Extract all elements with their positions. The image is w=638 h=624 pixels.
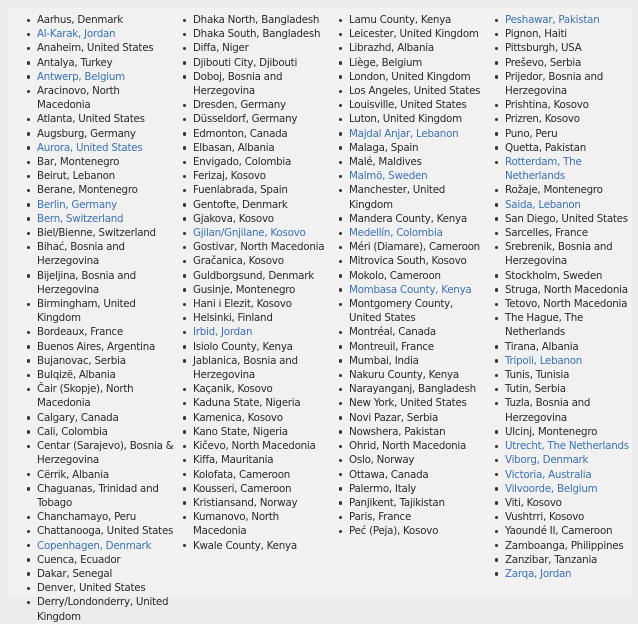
city-list-item: Bordeaux, France <box>26 325 176 339</box>
city-list-item: Envigado, Colombia <box>182 155 332 169</box>
city-list-item: Kwale County, Kenya <box>182 539 332 553</box>
city-link[interactable]: Saida, Lebanon <box>494 198 638 212</box>
city-list-item: Cali, Colombia <box>26 425 176 439</box>
city-list-item: Luton, United Kingdom <box>338 112 488 126</box>
city-list-item: Kamenica, Kosovo <box>182 411 332 425</box>
city-link[interactable]: Malmö, Sweden <box>338 169 488 183</box>
city-list-item: Tutin, Serbia <box>494 382 638 396</box>
city-list-item: Vushtrri, Kosovo <box>494 510 638 524</box>
city-link[interactable]: Utrecht, The Netherlands <box>494 439 638 453</box>
city-list-item: Buenos Aires, Argentina <box>26 340 176 354</box>
city-list-item: Pignon, Haiti <box>494 27 638 41</box>
city-list-item: Kaçanik, Kosovo <box>182 382 332 396</box>
city-list-item: Kano State, Nigeria <box>182 425 332 439</box>
city-list-item: Oslo, Norway <box>338 453 488 467</box>
city-list-item: Malé, Maldives <box>338 155 488 169</box>
city-link[interactable]: Mombasa County, Kenya <box>338 283 488 297</box>
city-list-item: Leicester, United Kingdom <box>338 27 488 41</box>
city-link[interactable]: Irbid, Jordan <box>182 325 332 339</box>
city-column-2 <box>182 13 332 553</box>
city-list-item: Berane, Montenegro <box>26 183 176 197</box>
city-list-item: Dakar, Senegal <box>26 567 176 581</box>
city-list-item: Peć (Peja), Kosovo <box>338 524 488 538</box>
city-list-item: Gentofte, Denmark <box>182 198 332 212</box>
city-list-item: Kumanovo, North Macedonia <box>182 510 332 538</box>
city-list-item: Puno, Peru <box>494 127 638 141</box>
city-list-item: Guldborgsund, Denmark <box>182 269 332 283</box>
city-list-item: Bijeljina, Bosnia and Herzegovina <box>26 269 176 297</box>
city-list-item: Mokolo, Cameroon <box>338 269 488 283</box>
city-list-item: Jablanica, Bosnia and Herzegovina <box>182 354 332 382</box>
city-list-item: Chanchamayo, Peru <box>26 510 176 524</box>
city-list-item: Ulcinj, Montenegro <box>494 425 638 439</box>
city-list-item: Bihać, Bosnia and Herzegovina <box>26 240 176 268</box>
city-list-item: San Diego, United States <box>494 212 638 226</box>
city-list-item: Montréal, Canada <box>338 325 488 339</box>
city-list-item: Dhaka South, Bangladesh <box>182 27 332 41</box>
city-link[interactable]: Majdal Anjar, Lebanon <box>338 127 488 141</box>
city-list-item: Biel/Bienne, Switzerland <box>26 226 176 240</box>
city-link[interactable]: Rotterdam, The Netherlands <box>494 155 638 183</box>
city-list-item: Viti, Kosovo <box>494 496 638 510</box>
city-list-item: Prishtina, Kosovo <box>494 98 638 112</box>
city-list-item: Panjikent, Tajikistan <box>338 496 488 510</box>
city-list-item: Atlanta, United States <box>26 112 176 126</box>
city-list-item: Mandera County, Kenya <box>338 212 488 226</box>
city-list-item: Sarcelles, France <box>494 226 638 240</box>
city-list-item: Bulqizë, Albania <box>26 368 176 382</box>
city-link[interactable]: Victoria, Australia <box>494 468 638 482</box>
city-link[interactable]: Bern, Switzerland <box>26 212 176 226</box>
city-list-item: Librazhd, Albania <box>338 41 488 55</box>
city-list-item: Zanzibar, Tanzania <box>494 553 638 567</box>
city-list-panel <box>8 7 632 623</box>
city-list-item: Cërrik, Albania <box>26 468 176 482</box>
city-list-item: Palermo, Italy <box>338 482 488 496</box>
city-list-item: Yaoundé II, Cameroon <box>494 524 638 538</box>
city-list-item: Mumbai, India <box>338 354 488 368</box>
city-list-item: Pittsburgh, USA <box>494 41 638 55</box>
city-list-item: Denver, United States <box>26 581 176 595</box>
city-list-item: Prizren, Kosovo <box>494 112 638 126</box>
city-link[interactable]: Al-Karak, Jordan <box>26 27 176 41</box>
city-link[interactable]: Gjilan/Gnjilane, Kosovo <box>182 226 332 240</box>
city-list-item: Derry/Londonderry, United Kingdom <box>26 595 176 623</box>
city-list-item: Birmingham, United Kingdom <box>26 297 176 325</box>
city-list-item: Montgomery County, United States <box>338 297 488 325</box>
city-list-item: Tunis, Tunisia <box>494 368 638 382</box>
city-list-item: Fuenlabrada, Spain <box>182 183 332 197</box>
city-list-item: Centar (Sarajevo), Bosnia & Herzegovina <box>26 439 176 467</box>
city-list-item: Aarhus, Denmark <box>26 13 176 27</box>
city-list-item: Paris, France <box>338 510 488 524</box>
city-list-item: Stockholm, Sweden <box>494 269 638 283</box>
city-list-item: Gračanica, Kosovo <box>182 254 332 268</box>
city-list-item: Montreuil, France <box>338 340 488 354</box>
city-list-item: Chaguanas, Trinidad and Tobago <box>26 482 176 510</box>
city-list-item: Beirut, Lebanon <box>26 169 176 183</box>
city-list-item: Gostivar, North Macedonia <box>182 240 332 254</box>
city-list-item: Los Angeles, United States <box>338 84 488 98</box>
city-column-1 <box>26 13 176 624</box>
city-link[interactable]: Tripoli, Lebanon <box>494 354 638 368</box>
city-list-item: Nakuru County, Kenya <box>338 368 488 382</box>
city-list-item: Cuenca, Ecuador <box>26 553 176 567</box>
city-list-item: Struga, North Macedonia <box>494 283 638 297</box>
city-list-item: Bujanovac, Serbia <box>26 354 176 368</box>
city-list-item: The Hague, The Netherlands <box>494 311 638 339</box>
city-list-item: Méri (Diamare), Cameroon <box>338 240 488 254</box>
city-list-item: Lamu County, Kenya <box>338 13 488 27</box>
city-list-item: Preševo, Serbia <box>494 56 638 70</box>
city-list-item: Prijedor, Bosnia and Herzegovina <box>494 70 638 98</box>
city-list-item: Ottawa, Canada <box>338 468 488 482</box>
city-list-item: Gusinje, Montenegro <box>182 283 332 297</box>
city-list-item: Tuzla, Bosnia and Herzegovina <box>494 396 638 424</box>
city-list-item: Aracinovo, North Macedonia <box>26 84 176 112</box>
city-link[interactable]: Peshawar, Pakistan <box>494 13 638 27</box>
city-link[interactable]: Aurora, United States <box>26 141 176 155</box>
city-list-item: Quetta, Pakistan <box>494 141 638 155</box>
city-list-item: Elbasan, Albania <box>182 141 332 155</box>
city-column-3 <box>338 13 488 539</box>
city-list-item: Hani i Elezit, Kosovo <box>182 297 332 311</box>
city-list-item: Liège, Belgium <box>338 56 488 70</box>
city-list-item: Isiolo County, Kenya <box>182 340 332 354</box>
city-list-item: Srebrenik, Bosnia and Herzegovina <box>494 240 638 268</box>
city-list-item: Antalya, Turkey <box>26 56 176 70</box>
city-list-item: Narayanganj, Bangladesh <box>338 382 488 396</box>
city-list-item: Chattanooga, United States <box>26 524 176 538</box>
city-link[interactable]: Viborg, Denmark <box>494 453 638 467</box>
city-list-item: Helsinki, Finland <box>182 311 332 325</box>
city-list-item: Dhaka North, Bangladesh <box>182 13 332 27</box>
city-column-4 <box>494 13 638 581</box>
city-list-item: Düsseldorf, Germany <box>182 112 332 126</box>
city-list-item: New York, United States <box>338 396 488 410</box>
city-list-item: Louisville, United States <box>338 98 488 112</box>
city-list-item: Dresden, Germany <box>182 98 332 112</box>
city-link[interactable]: Copenhagen, Denmark <box>26 539 176 553</box>
city-list-item: Kousseri, Cameroon <box>182 482 332 496</box>
city-list-item: Čair (Skopje), North Macedonia <box>26 382 176 410</box>
city-list-item: Augsburg, Germany <box>26 127 176 141</box>
city-list-item: London, United Kingdom <box>338 70 488 84</box>
city-list-item: Gjakova, Kosovo <box>182 212 332 226</box>
city-list-item: Mitrovica South, Kosovo <box>338 254 488 268</box>
city-link[interactable]: Antwerp, Belgium <box>26 70 176 84</box>
city-list-item: Manchester, United Kingdom <box>338 183 488 211</box>
city-list-item: Edmonton, Canada <box>182 127 332 141</box>
city-link[interactable]: Medellín, Colombia <box>338 226 488 240</box>
city-list-item: Zamboanga, Philippines <box>494 539 638 553</box>
city-list-item: Ohrid, North Macedonia <box>338 439 488 453</box>
city-list-item: Malaga, Spain <box>338 141 488 155</box>
city-list-item: Calgary, Canada <box>26 411 176 425</box>
city-list-item: Nowshera, Pakistan <box>338 425 488 439</box>
city-link[interactable]: Berlin, Germany <box>26 198 176 212</box>
city-list-item: Kolofata, Cameroon <box>182 468 332 482</box>
city-list-item: Diffa, Niger <box>182 41 332 55</box>
city-list-item: Bar, Montenegro <box>26 155 176 169</box>
city-list-item: Kičevo, North Macedonia <box>182 439 332 453</box>
city-list-item: Ferizaj, Kosovo <box>182 169 332 183</box>
city-list-item: Kaduna State, Nigeria <box>182 396 332 410</box>
city-link[interactable]: Zarqa, Jordan <box>494 567 638 581</box>
city-link[interactable]: Vilvoorde, Belgium <box>494 482 638 496</box>
city-list-item: Tirana, Albania <box>494 340 638 354</box>
city-list-item: Anaheim, United States <box>26 41 176 55</box>
city-list-item: Kristiansand, Norway <box>182 496 332 510</box>
city-list-item: Novi Pazar, Serbia <box>338 411 488 425</box>
city-list-item: Djibouti City, Djibouti <box>182 56 332 70</box>
city-list-item: Doboj, Bosnia and Herzegovina <box>182 70 332 98</box>
city-list-item: Kiffa, Mauritania <box>182 453 332 467</box>
city-list-item: Tetovo, North Macedonia <box>494 297 638 311</box>
city-list-item: Rožaje, Montenegro <box>494 183 638 197</box>
